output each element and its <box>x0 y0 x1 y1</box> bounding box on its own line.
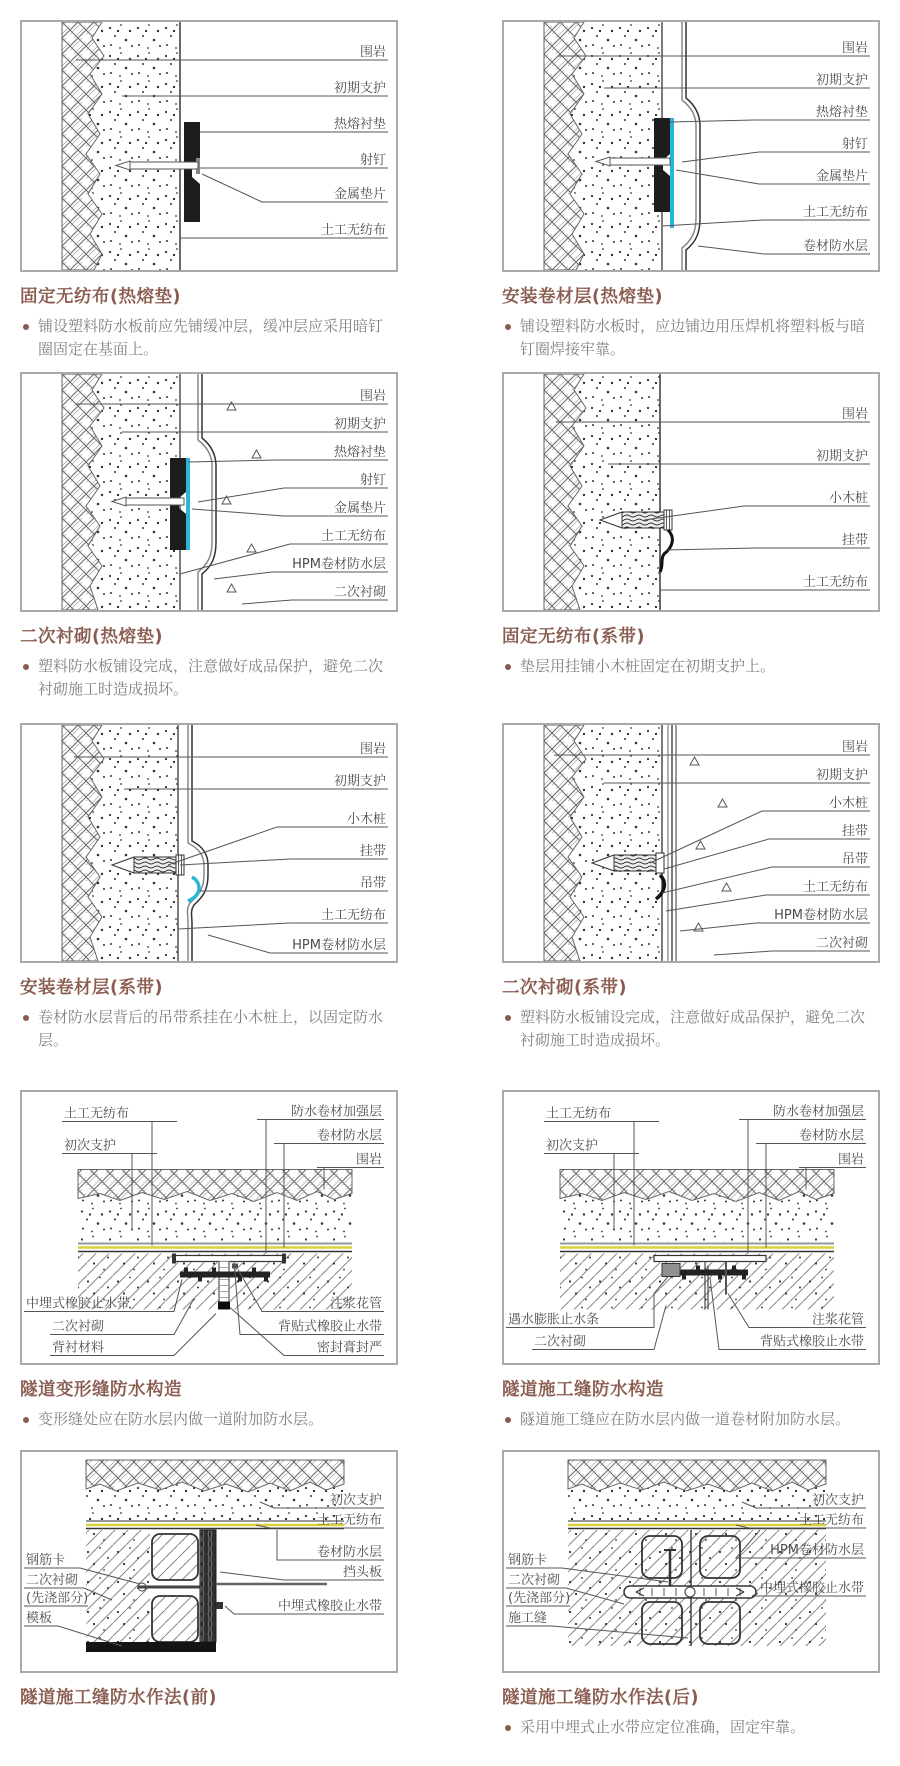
diagram-label: 挂带 <box>841 824 868 839</box>
shotcrete-layer <box>86 1484 344 1520</box>
deformation-joint-diagram <box>22 1092 396 1363</box>
detail-card-deformation-joint <box>20 1090 398 1431</box>
diagram-label: 遇水膨胀止水条 <box>508 1312 600 1328</box>
card-title: 固定无纺布(系带) <box>502 627 645 647</box>
diagram-label: 卷材防水层 <box>802 239 868 254</box>
detail-card-fix-nonwoven-hotmelt <box>20 20 398 362</box>
diagram-label: 射钉 <box>841 137 868 152</box>
diagram-frame <box>502 1450 880 1673</box>
membrane-inner <box>202 374 216 610</box>
diagram-label: 土工无纺布 <box>320 223 386 238</box>
diagram-label: 小木桩 <box>828 796 868 811</box>
note-text: 塑料防水板铺设完成，注意做好成品保护，避免二次衬砌施工时造成损坏。 <box>520 1008 866 1050</box>
card-title: 安装卷材层(热熔垫) <box>502 287 663 307</box>
diagram-label: 初期支护 <box>333 774 386 789</box>
diagram-frame <box>502 20 880 272</box>
card-title: 隧道施工缝防水作法(前) <box>20 1688 217 1708</box>
diagram-label: 围岩 <box>841 740 868 755</box>
diagram-label: 初期支护 <box>815 449 868 464</box>
diagram-label: 围岩 <box>837 1152 864 1168</box>
sealant-plug <box>218 1302 230 1310</box>
diagram-label: 围岩 <box>841 41 868 56</box>
diagram-label: 卷材防水层 <box>316 1545 382 1560</box>
diagram-label: 吊带 <box>841 852 868 867</box>
waterstop-stud <box>216 1602 223 1609</box>
bullet-dot <box>23 664 29 670</box>
bullet-dot <box>505 1417 511 1423</box>
card-note <box>20 655 396 702</box>
diagram-label: 二次衬砌 <box>815 936 868 951</box>
diagram-label: 初期支护 <box>333 81 386 96</box>
diagram-label: 二次衬砌 <box>52 1319 105 1335</box>
detail-card-secondary-lining-hotmelt <box>20 372 398 702</box>
detail-card-joint-method-before <box>20 1450 398 1716</box>
diagram-label: 金属垫片 <box>333 501 386 516</box>
wood-stake <box>614 855 656 871</box>
diagram-label: 初期支护 <box>815 768 868 783</box>
strip-end <box>282 1254 286 1264</box>
construction-joint-diagram <box>504 1092 878 1363</box>
membrane-outer <box>682 22 696 270</box>
diagram-label: 钢筋卡 <box>26 1553 66 1568</box>
diagram-label: 吊带 <box>359 876 386 891</box>
card-note <box>502 1408 878 1431</box>
diagram-label: 中埋式橡胶止水带 <box>277 1599 382 1614</box>
bullet-dot <box>505 664 511 670</box>
formwork-block-bottom <box>152 1596 198 1642</box>
diagram-label: 二次衬砌 <box>534 1334 587 1350</box>
diagram-label: 初次支护 <box>546 1138 599 1154</box>
wood-stake <box>134 857 176 873</box>
detail-card-fix-nonwoven-strap <box>502 372 880 678</box>
diagram-label: 初期支护 <box>333 417 386 432</box>
diagram-frame <box>20 1090 398 1365</box>
diagram-label: 初次支护 <box>329 1493 382 1508</box>
note-text: 卷材防水层背后的吊带系挂在小木桩上，以固定防水层。 <box>38 1008 384 1050</box>
diagram-frame <box>502 723 880 963</box>
card-note <box>20 1408 396 1431</box>
diagram-label: 背贴式橡胶止水带 <box>759 1334 864 1350</box>
diagram-label: 土工无纺布 <box>64 1106 130 1122</box>
wall-stake-lining-diagram <box>504 725 878 961</box>
note-text: 采用中埋式止水带应定位准确，固定牢靠。 <box>520 1718 806 1736</box>
diagram-frame <box>502 372 880 612</box>
detail-card-install-membrane-hotmelt <box>502 20 880 362</box>
card-note <box>502 1716 878 1739</box>
diagram-label: 土工无纺布 <box>546 1106 612 1122</box>
diagram-label: HPM卷材防水层 <box>770 1543 864 1558</box>
bullet-dot <box>505 1015 511 1021</box>
diagram-label: 土工无纺布 <box>798 1513 864 1528</box>
diagram-frame <box>20 20 398 272</box>
diagram-label: 射钉 <box>359 153 386 168</box>
joint-method-before-diagram <box>22 1452 396 1671</box>
note-text: 塑料防水板铺设完成，注意做好成品保护，避免二次衬砌施工时造成损坏。 <box>38 657 384 699</box>
wall-pad-diagram <box>22 22 396 270</box>
diagram-label: 土工无纺布 <box>802 880 868 895</box>
diagram-label: 二次衬砌 <box>26 1573 79 1588</box>
card-note <box>20 1006 396 1053</box>
diagram-label: 围岩 <box>359 389 386 404</box>
diagram-label: 二次衬砌 <box>333 585 386 600</box>
diagram-label: 中埋式橡胶止水带 <box>759 1581 864 1596</box>
diagram-label: 土工无纺布 <box>802 575 868 590</box>
diagram-label: 热熔衬垫 <box>815 105 868 120</box>
diagram-label: 防水卷材加强层 <box>290 1104 382 1120</box>
note-text: 隧道施工缝应在防水层内做一道卷材附加防水层。 <box>520 1410 851 1428</box>
diagram-label: HPM卷材防水层 <box>292 557 386 572</box>
wall-pad-membrane-diagram <box>504 22 878 270</box>
card-title: 隧道施工缝防水作法(后) <box>502 1688 699 1708</box>
wood-stake <box>622 512 664 528</box>
stop-end-board <box>200 1530 216 1642</box>
membrane-outer <box>198 374 212 610</box>
membrane-inner <box>192 725 209 961</box>
diagram-label: 挡头板 <box>342 1565 382 1580</box>
plastic-sheet-strip <box>186 458 190 550</box>
diagram-label: 注浆花管 <box>329 1296 382 1312</box>
diagram-label: 土工无纺布 <box>320 908 386 923</box>
note-text: 铺设塑料防水板时，应边铺边用压焊机将塑料板与暗钉圈焊接牢靠。 <box>520 317 866 359</box>
diagram-label: 背贴式橡胶止水带 <box>277 1319 382 1335</box>
diagram-label: 中埋式橡胶止水带 <box>26 1296 131 1312</box>
card-note <box>502 655 878 678</box>
diagram-label: 围岩 <box>359 742 386 757</box>
diagram-label: 密封膏封严 <box>316 1340 382 1356</box>
diagram-label: 二次衬砌 <box>508 1573 561 1588</box>
diagram-label: HPM卷材防水层 <box>292 938 386 953</box>
wall-stake-diagram <box>504 374 878 610</box>
diagram-label: 卷材防水层 <box>798 1128 864 1144</box>
diagram-label: 金属垫片 <box>333 187 386 202</box>
diagram-label: 围岩 <box>359 45 386 60</box>
nail-shaft <box>128 162 198 169</box>
diagram-frame <box>502 1090 880 1365</box>
reinforcing-strip <box>174 1256 284 1262</box>
diagram-label: (先浇部分) <box>26 1591 89 1606</box>
formwork-block-top <box>152 1534 198 1580</box>
diagram-frame <box>20 723 398 963</box>
card-note <box>20 315 396 362</box>
diagram-frame <box>20 1450 398 1673</box>
diagram-label: 施工缝 <box>508 1611 548 1626</box>
diagram-label: HPM卷材防水层 <box>774 908 868 923</box>
nail-shaft <box>124 498 184 505</box>
center-waterstop <box>180 1272 270 1278</box>
strap-loop <box>188 877 199 901</box>
diagram-frame <box>20 372 398 612</box>
detail-card-secondary-lining-strap <box>502 723 880 1053</box>
diagram-label: 金属垫片 <box>815 169 868 184</box>
wall-pad-lining-diagram <box>22 374 396 610</box>
bullet-dot <box>23 324 29 330</box>
detail-card-construction-joint <box>502 1090 880 1431</box>
diagram-label: (先浇部分) <box>508 1591 571 1606</box>
diagram-label: 小木桩 <box>828 491 868 506</box>
diagram-label: 围岩 <box>841 407 868 422</box>
diagram-label: 注浆花管 <box>811 1312 864 1328</box>
bullet-dot <box>505 1725 511 1731</box>
diagram-label: 土工无纺布 <box>802 205 868 220</box>
nail-shaft <box>608 158 670 165</box>
note-text: 变形缝处应在防水层内做一道附加防水层。 <box>38 1410 324 1428</box>
bullet-dot <box>23 1015 29 1021</box>
hydrophilic-strip <box>662 1264 680 1277</box>
diagram-label: 射钉 <box>359 473 386 488</box>
diagram-label: 防水卷材加强层 <box>772 1104 864 1120</box>
card-title: 隧道施工缝防水构造 <box>502 1380 664 1400</box>
card-title: 固定无纺布(热熔垫) <box>20 287 181 307</box>
card-title: 二次衬砌(热熔垫) <box>20 627 163 647</box>
diagram-label: 初次支护 <box>811 1493 864 1508</box>
note-text: 铺设塑料防水板前应先铺缓冲层，缓冲层应采用暗钉圈固定在基面上。 <box>38 317 384 359</box>
card-title: 安装卷材层(系带) <box>20 978 163 998</box>
card-note <box>502 1006 878 1053</box>
detail-card-install-membrane-strap <box>20 723 398 1053</box>
diagram-label: 模板 <box>26 1611 53 1626</box>
diagram-label: 初期支护 <box>815 73 868 88</box>
diagram-label: 初次支护 <box>64 1138 117 1154</box>
note-text: 垫层用挂铺小木桩固定在初期支护上。 <box>520 657 776 675</box>
diagram-label: 土工无纺布 <box>316 1513 382 1528</box>
card-title: 二次衬砌(系带) <box>502 978 627 998</box>
diagram-label: 挂带 <box>841 533 868 548</box>
card-note <box>502 315 878 362</box>
diagram-label: 热熔衬垫 <box>333 445 386 460</box>
detail-card-joint-method-after <box>502 1450 880 1739</box>
wall-stake-membrane-diagram <box>22 725 396 961</box>
bullet-dot <box>505 324 511 330</box>
plastic-sheet-strip <box>670 118 674 228</box>
formwork-bottom-band <box>86 1642 216 1652</box>
stake-cap <box>656 853 664 873</box>
diagram-label: 卷材防水层 <box>316 1128 382 1144</box>
diagram-label: 挂带 <box>359 844 386 859</box>
diagram-label: 热熔衬垫 <box>333 117 386 132</box>
shotcrete-layer <box>568 1484 826 1520</box>
stake-cap <box>664 510 672 530</box>
reinforcing-strip <box>654 1256 766 1262</box>
bullet-dot <box>23 1417 29 1423</box>
card-title: 隧道变形缝防水构造 <box>20 1380 182 1400</box>
strip-end <box>172 1254 176 1264</box>
joint-method-after-diagram <box>504 1452 878 1671</box>
diagram-label: 钢筋卡 <box>508 1553 548 1568</box>
diagram-label: 小木桩 <box>346 812 386 827</box>
diagram-label: 背衬材料 <box>52 1340 105 1356</box>
diagram-label: 土工无纺布 <box>320 529 386 544</box>
diagram-label: 围岩 <box>355 1152 382 1168</box>
